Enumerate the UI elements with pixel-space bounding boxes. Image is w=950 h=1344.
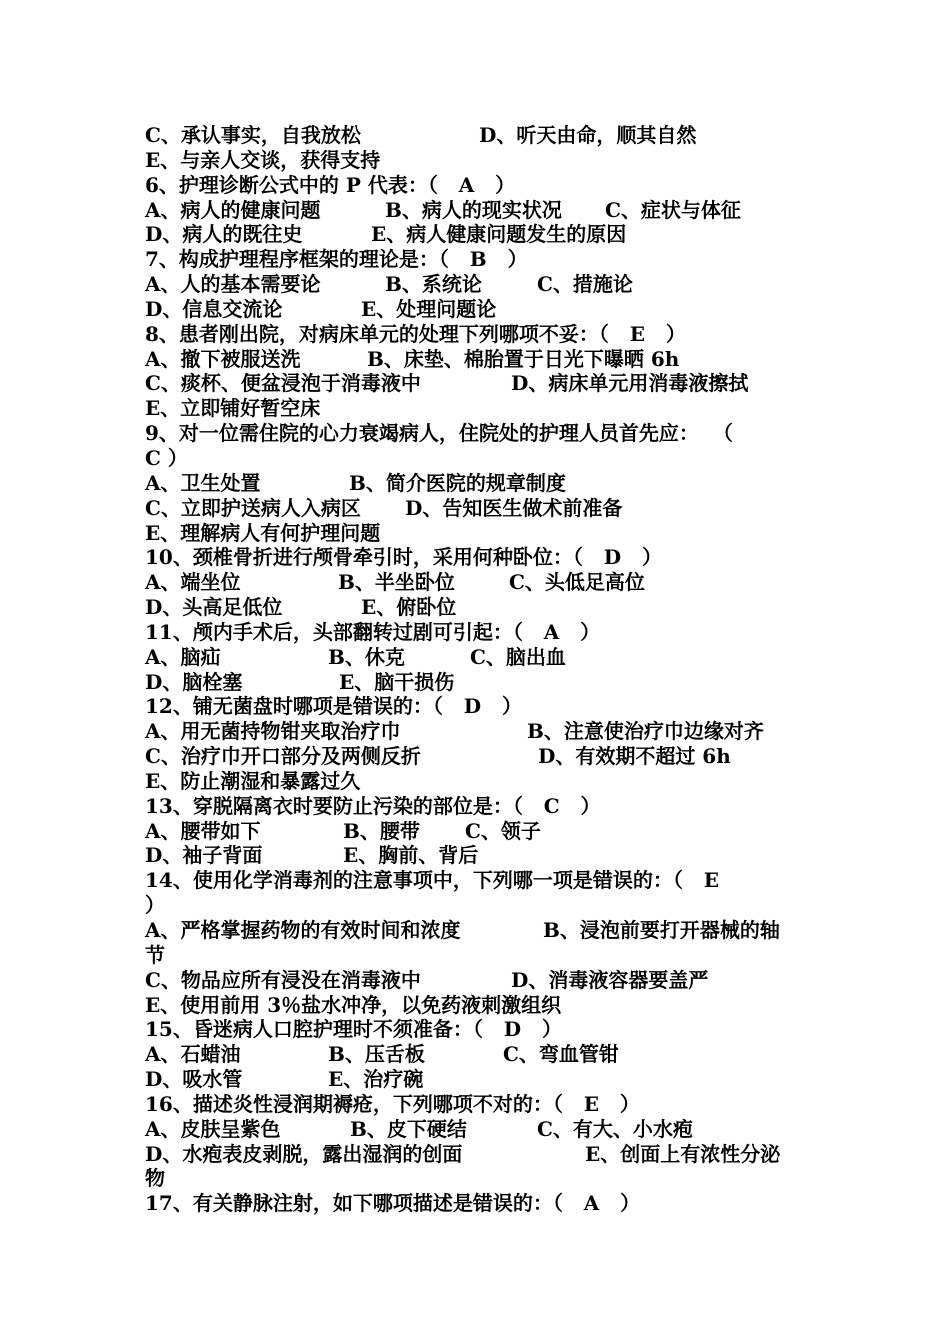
text-segment: E、治疗碗 (328, 1067, 424, 1092)
text-segment: D、头高足低位 (145, 595, 283, 620)
text-segment: 6、护理诊断公式中的 P 代表：（ A ） (145, 172, 516, 197)
text-line (145, 868, 815, 893)
text-segment: E、防止潮湿和暴露过久 (145, 768, 361, 793)
text-segment: A、皮肤呈紫色 (145, 1116, 281, 1141)
text-segment: B、压舌板 (328, 1042, 425, 1067)
text-line (145, 247, 815, 272)
text-segment: C、领子 (465, 818, 541, 843)
text-segment: C、有大、小水疱 (537, 1116, 693, 1141)
text-segment: C、承认事实，自我放松 (145, 123, 361, 147)
text-line (145, 198, 815, 223)
text-segment: 物 (145, 1166, 165, 1191)
text-line (145, 645, 815, 670)
text-line (145, 993, 815, 1018)
text-line (145, 1142, 815, 1167)
text-segment: 12、铺无菌盘时哪项是错误的：（ D ） (145, 694, 522, 719)
text-line (145, 968, 815, 993)
text-segment: 13、穿脱隔离衣时要防止污染的部位是：（ C ） (145, 793, 601, 818)
text-line (145, 148, 815, 173)
text-segment: D、吸水管 (145, 1067, 243, 1092)
text-line (145, 670, 815, 695)
text-segment: 14、使用化学消毒剂的注意事项中，下列哪一项是错误的：（ E (145, 868, 719, 893)
text-line (145, 744, 815, 769)
text-segment: D、病人的既往史 (145, 222, 303, 247)
text-segment: D、脑栓塞 (145, 669, 243, 694)
text-line (145, 521, 815, 546)
text-line (145, 421, 815, 446)
text-segment: ） (145, 893, 165, 918)
text-segment: E、使用前用 3％盐水冲净，以免药液刺激组织 (145, 992, 562, 1017)
text-line (145, 545, 815, 570)
text-segment: A、用无菌持物钳夹取治疗巾 (145, 719, 401, 744)
text-segment: E、处理问题论 (361, 296, 497, 321)
text-segment: D、袖子背面 (145, 843, 263, 868)
text-line (145, 1017, 815, 1042)
text-segment: E、理解病人有何护理问题 (145, 520, 381, 545)
text-segment: C、痰杯、便盆浸泡于消毒液中 (145, 371, 421, 396)
text-segment: C、弯血管钳 (503, 1042, 619, 1067)
text-line (145, 769, 815, 794)
text-line (145, 1117, 815, 1142)
text-segment: E、创面上有浓性分泌 (585, 1141, 781, 1166)
text-segment: 8、患者刚出院，对病床单元的处理下列哪项不妥：（ E ） (145, 321, 686, 346)
text-line (145, 893, 815, 918)
text-segment: 节 (145, 942, 165, 967)
text-segment: D、水疱表皮剥脱，露出湿润的创面 (145, 1141, 463, 1166)
text-segment: A、石蜡油 (145, 1042, 241, 1067)
text-line (145, 819, 815, 844)
text-segment: E、与亲人交谈，获得支持 (145, 147, 381, 172)
text-segment: 17、有关静脉注射，如下哪项描述是错误的：（ A ） (145, 1191, 641, 1216)
text-segment: C、脑出血 (470, 644, 566, 669)
text-line (145, 719, 815, 744)
text-line (145, 173, 815, 198)
text-segment: E、胸前、背后 (343, 843, 479, 868)
text-segment: 9、对一位需住院的心力衰竭病人，住院处的护理人员首先应： （ (145, 421, 733, 446)
text-line (145, 471, 815, 496)
text-segment: B、皮下硬结 (350, 1116, 467, 1141)
text-segment: 15、昏迷病人口腔护理时不须准备：（ D ） (145, 1017, 562, 1042)
text-segment: D、听天由命，顺其自然 (479, 123, 697, 147)
text-line (145, 222, 815, 247)
text-segment: C、症状与体征 (605, 197, 741, 222)
text-segment: D、有效期不超过 6h (538, 744, 731, 769)
text-segment: D、告知医生做术前准备 (405, 495, 623, 520)
text-line (145, 794, 815, 819)
text-line (145, 1166, 815, 1191)
text-segment: A、人的基本需要论 (145, 272, 321, 297)
text-line (145, 843, 815, 868)
text-segment: B、休克 (328, 644, 405, 669)
text-segment: D、信息交流论 (145, 296, 283, 321)
text-segment: B、半坐卧位 (338, 570, 455, 595)
text-line (145, 943, 815, 968)
text-line (145, 1067, 815, 1092)
text-line (145, 496, 815, 521)
text-segment: D、消毒液容器要盖严 (511, 967, 709, 992)
text-segment: C、措施论 (537, 272, 633, 297)
text-segment: B、床垫、棉胎置于日光下曝晒 6h (367, 346, 680, 371)
text-line (145, 1092, 815, 1117)
text-line (145, 123, 815, 148)
text-line (145, 595, 815, 620)
text-line (145, 570, 815, 595)
text-segment: A、腰带如下 (145, 818, 261, 843)
text-line (145, 322, 815, 347)
text-segment: 11、颅内手术后，头部翻转过剧可引起：（ A ） (145, 619, 601, 644)
text-segment: 7、构成护理程序框架的理论是：（ B ） (145, 247, 528, 272)
text-segment: B、病人的现实状况 (385, 197, 562, 222)
text-line (145, 347, 815, 372)
text-line (145, 371, 815, 396)
text-segment: D、病床单元用消毒液擦拭 (511, 371, 749, 396)
text-segment: 16、描述炎性浸润期褥疮，下列哪项不对的：（ E ） (145, 1091, 640, 1116)
text-line (145, 1191, 815, 1216)
question-list (145, 123, 815, 1216)
text-segment: B、简介医院的规章制度 (349, 470, 566, 495)
text-line (145, 620, 815, 645)
text-line (145, 1042, 815, 1067)
text-segment: C、物品应所有浸没在消毒液中 (145, 967, 421, 992)
text-line (145, 297, 815, 322)
text-segment: B、注意使治疗巾边缘对齐 (527, 719, 764, 744)
text-segment: E、立即铺好暂空床 (145, 396, 321, 421)
text-segment: B、腰带 (343, 818, 420, 843)
text-line (145, 694, 815, 719)
text-segment: E、俯卧位 (361, 595, 457, 620)
text-line (145, 396, 815, 421)
text-line (145, 446, 815, 471)
text-line (145, 272, 815, 297)
text-line (145, 918, 815, 943)
text-segment: C ） (145, 445, 188, 470)
text-segment: A、严格掌握药物的有效时间和浓度 (145, 918, 461, 942)
text-segment: E、脑干损伤 (339, 669, 455, 694)
text-segment: A、病人的健康问题 (145, 197, 321, 222)
text-segment: A、端坐位 (145, 570, 241, 595)
text-segment: A、脑疝 (145, 644, 221, 669)
text-segment: A、卫生处置 (145, 470, 261, 495)
text-segment: E、病人健康问题发生的原因 (371, 222, 627, 247)
text-segment: B、浸泡前要打开器械的轴 (543, 918, 780, 942)
text-segment: 10、颈椎骨折进行颅骨牵引时，采用何种卧位：（ D ） (145, 545, 662, 570)
text-segment: B、系统论 (385, 272, 482, 297)
text-segment: C、治疗巾开口部分及两侧反折 (145, 744, 421, 769)
text-segment: C、立即护送病人入病区 (145, 495, 361, 520)
text-segment: C、头低足高位 (509, 570, 645, 595)
text-segment: A、撤下被服送洗 (145, 346, 301, 371)
